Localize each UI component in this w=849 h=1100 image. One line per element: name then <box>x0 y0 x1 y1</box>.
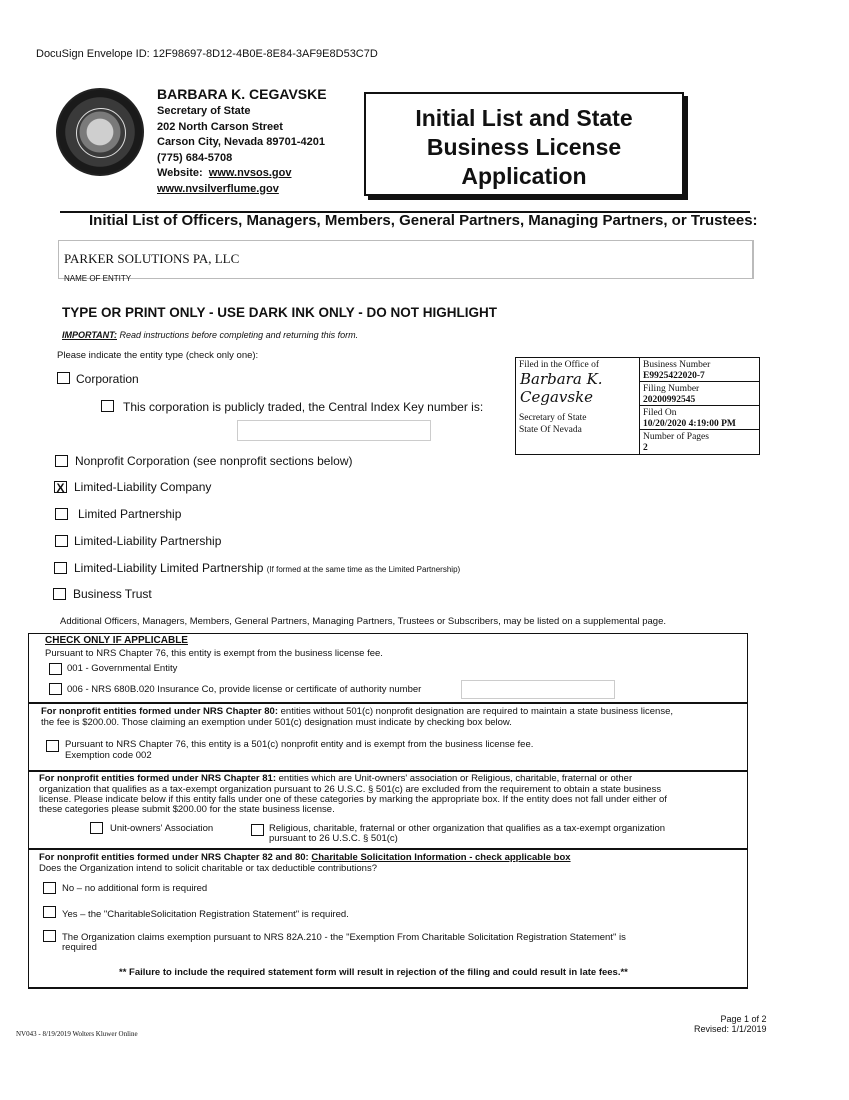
publicly-traded-label: This corporation is publicly traded, the Central Index Key number is: <box>123 400 484 414</box>
chapter82-lead: For nonprofit entities formed under NRS Chapter 82 and 80: <box>39 852 309 863</box>
chapter81-text-line2: organization that qualifies as a tax-exempt organization pursuant to 26 U.S.C. § 501(c) are excluded from the requirement to obtain a state business <box>39 784 662 795</box>
office-phone: (775) 684-5708 <box>157 151 233 164</box>
chapter81-text1: entities which are Unit-owners' association or Religious, charitable, fraternal or other <box>276 773 633 784</box>
exemption-claim-checkbox[interactable] <box>43 930 56 942</box>
lllp-checkbox[interactable] <box>54 562 67 574</box>
lllp-note: (If formed at the same time as the Limited Partnership) <box>266 565 461 574</box>
yes-solicitation-checkbox[interactable] <box>43 906 56 918</box>
corporation-checkbox[interactable] <box>57 372 70 384</box>
official-name: BARBARA K. CEGAVSKE <box>157 86 327 102</box>
lllp-label <box>74 561 460 575</box>
filed-office-label: Filed in the Office of <box>519 360 600 370</box>
revision-date: Revised: 1/1/2019 <box>694 1024 767 1034</box>
chapter80-text-line1 <box>41 707 741 718</box>
charitable-solicitation-section <box>28 849 748 989</box>
insurance-co-label: 006 - NRS 680B.020 Insurance Co, provide license or certificate of authority number <box>67 684 422 695</box>
filed-on-label: Filed On <box>643 408 677 418</box>
form-id-footer: NV043 - 8/19/2019 Wolters Kluwer Online <box>16 1030 138 1038</box>
religious-charitable-label-line2: pursuant to 26 U.S.C. § 501(c) <box>269 833 398 844</box>
corporation-label: Corporation <box>76 372 139 386</box>
llc-checkbox-checked[interactable]: X <box>54 481 67 493</box>
religious-charitable-checkbox[interactable] <box>251 824 264 836</box>
filed-sos-label: Secretary of State <box>519 413 587 423</box>
governmental-entity-checkbox[interactable] <box>49 663 62 675</box>
governmental-entity-label: 001 - Governmental Entity <box>67 663 178 674</box>
secretary-of-state-block <box>157 84 327 197</box>
website-link-silverflume[interactable]: www.nvsilverflume.gov <box>157 182 279 195</box>
nonprofit-label: Nonprofit Corporation (see nonprofit sections below) <box>75 454 353 468</box>
central-index-key-input[interactable] <box>237 420 431 441</box>
llc-label: Limited-Liability Company <box>74 480 212 494</box>
office-address-line1: 202 North Carson Street <box>157 120 283 133</box>
form-title-box <box>364 92 684 196</box>
late-fee-warning: ** Failure to include the required statement form will result in rejection of the filing and could result in late fees.** <box>119 967 628 978</box>
publicly-traded-checkbox[interactable] <box>101 400 114 412</box>
important-note <box>62 330 358 340</box>
state-seal-icon <box>56 88 144 176</box>
page-count-label: Number of Pages <box>643 432 709 442</box>
chapter81-text-line1 <box>39 774 632 785</box>
important-text: Read instructions before completing and returning this form. <box>117 330 359 340</box>
section-subheading: Initial List of Officers, Managers, Members, General Partners, Managing Partners, or Trustees: <box>89 212 758 229</box>
solicitation-question: Does the Organization intend to solicit charitable or tax deductible contributions? <box>39 863 377 874</box>
page-count-value: 2 <box>643 442 648 453</box>
yes-solicitation-label: Yes – the "CharitableSolicitation Registration Statement" is required. <box>62 909 349 920</box>
religious-charitable-label: Religious, charitable, fraternal or other organization that qualifies as a tax-exempt organization <box>269 823 666 834</box>
authority-number-input[interactable] <box>461 680 615 699</box>
chapter82-heading <box>39 853 571 864</box>
chapter81-lead: For nonprofit entities formed under NRS Chapter 81: <box>39 773 276 784</box>
no-solicitation-label: No – no additional form is required <box>62 883 208 894</box>
chapter82-lead2: Charitable Solicitation Information - check applicable box <box>311 852 571 863</box>
office-address-line2: Carson City, Nevada 89701-4201 <box>157 136 325 148</box>
business-number-label: Business Number <box>643 360 711 370</box>
501c-exempt-checkbox[interactable] <box>46 740 59 752</box>
lp-checkbox[interactable] <box>55 508 68 520</box>
no-solicitation-checkbox[interactable] <box>43 882 56 894</box>
business-trust-label: Business Trust <box>73 587 152 601</box>
filing-number-label: Filing Number <box>643 384 700 394</box>
lp-label: Limited Partnership <box>78 507 182 521</box>
chapter80-lead: For nonprofit entities formed under NRS Chapter 80: <box>41 706 278 717</box>
nonprofit-checkbox[interactable] <box>55 455 68 467</box>
form-title-line1: Initial List and State <box>415 105 633 131</box>
business-number-value: E9925422020-7 <box>643 370 705 381</box>
check-if-applicable-heading: CHECK ONLY IF APPLICABLE <box>45 635 188 646</box>
ink-instructions: TYPE OR PRINT ONLY - USE DARK INK ONLY - DO NOT HIGHLIGHT <box>62 305 498 320</box>
exemption-code-label: Exemption code 002 <box>65 750 152 761</box>
exemption-claim-label-line2: required <box>62 942 97 953</box>
insurance-co-checkbox[interactable] <box>49 683 62 695</box>
filing-number-value: 20200992545 <box>643 394 696 405</box>
secretary-signature: Barbara K. Cegavske <box>520 370 603 406</box>
filed-on-value: 10/20/2020 4:19:00 PM <box>643 418 736 429</box>
filing-stamp-table <box>515 357 760 455</box>
chapter81-section <box>28 771 748 849</box>
chapter81-text-line3: license. Please indicate below if this entity falls under one of these categories by marking the appropriate box. If the entity does not fall under either of <box>39 794 667 805</box>
important-label: IMPORTANT: <box>62 330 117 340</box>
website-label: Website: <box>157 167 203 179</box>
chapter80-text-line2: the fee is $200.00. Those claiming an exemption under 501(c) designation must indicate by checking box below. <box>41 717 512 728</box>
page-number: Page 1 of 2 <box>720 1014 767 1024</box>
exemption-claim-label: The Organization claims exemption pursuant to NRS 82A.210 - the "Exemption From Charitable Solicitation Registration Statement" is <box>62 932 626 943</box>
supplemental-note: Additional Officers, Managers, Members, General Partners, Managing Partners, Trustees or Subscribers, may be listed on a supplemental page. <box>60 616 667 627</box>
unit-owners-checkbox[interactable] <box>90 822 103 834</box>
page-footer-right <box>694 1014 767 1034</box>
entity-name-value: PARKER SOLUTIONS PA, LLC <box>64 251 240 266</box>
501c-exempt-label: Pursuant to NRS Chapter 76, this entity is a 501(c) nonprofit entity and is exempt from the business license fee. <box>65 739 534 750</box>
filed-state-label: State Of Nevada <box>519 425 582 435</box>
chapter80-section <box>28 703 748 771</box>
chapter80-text1: entities without 501(c) nonprofit designation are required to maintain a state business license, <box>278 706 674 717</box>
llp-label: Limited-Liability Partnership <box>74 534 222 548</box>
form-title-line3: Application <box>461 163 587 189</box>
license-fee-exemption-section <box>28 633 748 703</box>
entity-type-prompt: Please indicate the entity type (check only one): <box>57 350 259 361</box>
lllp-text: Limited-Liability Limited Partnership <box>74 561 264 575</box>
llp-checkbox[interactable] <box>55 535 68 547</box>
entity-name-label: NAME OF ENTITY <box>64 274 132 283</box>
official-title: Secretary of State <box>157 105 251 117</box>
unit-owners-label: Unit-owners' Association <box>110 823 214 834</box>
exemption-intro: Pursuant to NRS Chapter 76, this entity is exempt from the business license fee. <box>45 648 383 659</box>
website-link-nvsos[interactable]: www.nvsos.gov <box>208 167 292 179</box>
business-trust-checkbox[interactable] <box>53 588 66 600</box>
docusign-envelope-id: DocuSign Envelope ID: 12F98697-8D12-4B0E-8E84-3AF9E8D53C7D <box>36 48 378 60</box>
form-title-line2: Business License <box>426 134 622 160</box>
chapter81-text-line4: these categories please submit $200.00 for the state business license. <box>39 804 335 815</box>
